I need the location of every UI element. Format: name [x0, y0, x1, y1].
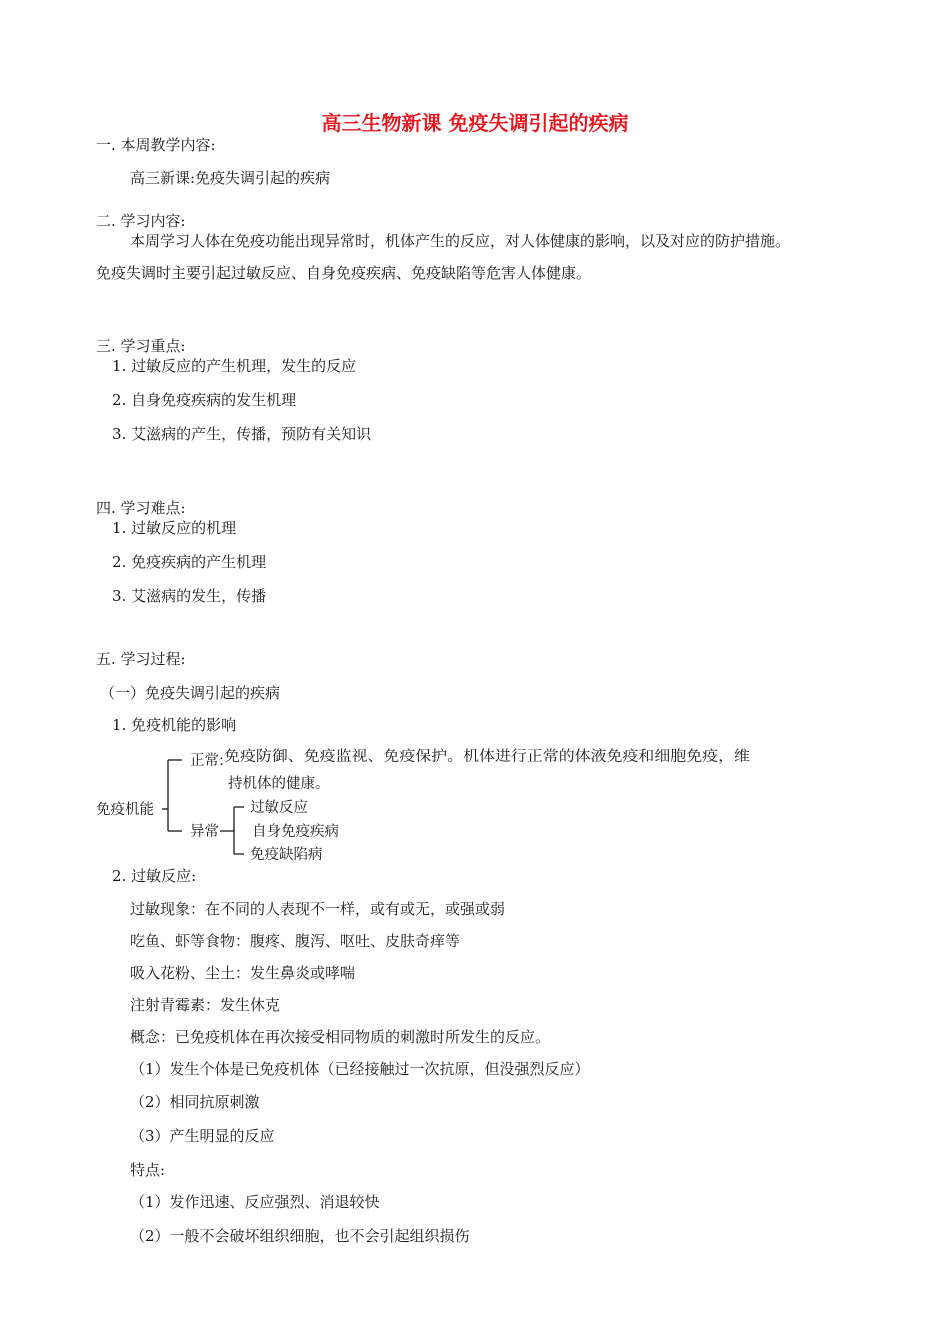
section-5-item-2: 2. 过敏反应:	[112, 867, 197, 885]
diagram-normal-text-2: 持机体的健康。	[228, 776, 330, 792]
section-3-heading: 三. 学习重点:	[96, 337, 186, 355]
section-2-heading: 二. 学习内容:	[96, 212, 186, 230]
diagram-root-label: 免疫机能	[96, 802, 154, 818]
section-5-subheading: （一）免疫失调引起的疾病	[100, 684, 281, 702]
section-4-item: 3. 艾滋病的发生，传播	[112, 587, 267, 605]
allergy-features-heading: 特点:	[130, 1161, 166, 1179]
section-4-item: 1. 过敏反应的机理	[112, 519, 237, 537]
allergy-line: （2）相同抗原刺激	[130, 1093, 260, 1111]
allergy-line: （1）发作迅速、反应强烈、消退较快	[130, 1193, 380, 1211]
diagram-abnormal-item: 自身免疫疾病	[252, 824, 339, 840]
diagram-abnormal-label: 异常	[190, 824, 219, 840]
section-3-item: 2. 自身免疫疾病的发生机理	[112, 391, 297, 409]
section-5-heading: 五. 学习过程:	[96, 650, 186, 668]
section-2-line-2: 免疫失调时主要引起过敏反应、自身免疫疾病、免疫缺陷等危害人体健康。	[96, 264, 592, 282]
allergy-line: （1）发生个体是已免疫机体（已经接触过一次抗原，但没强烈反应）	[130, 1060, 590, 1078]
section-3-item: 3. 艾滋病的产生，传播，预防有关知识	[112, 425, 372, 443]
allergy-concept: 概念：已免疫机体在再次接受相同物质的刺激时所发生的反应。	[130, 1028, 551, 1046]
immune-function-diagram	[92, 742, 772, 868]
document-title: 高三生物新课 免疫失调引起的疾病	[321, 111, 629, 135]
allergy-line: 过敏现象：在不同的人表现不一样，或有或无，或强或弱	[130, 900, 506, 918]
section-4-item: 2. 免疫疾病的产生机理	[112, 553, 267, 571]
section-2-line-1: 本周学习人体在免疫功能出现异常时，机体产生的反应，对人体健康的影响，以及对应的防护措施。	[130, 232, 791, 250]
allergy-line: 吸入花粉、尘土：发生鼻炎或哮喘	[130, 964, 356, 982]
allergy-line: （3）产生明显的反应	[130, 1127, 275, 1145]
section-1-heading: 一. 本周教学内容:	[96, 136, 216, 154]
allergy-line: 注射青霉素：发生休克	[130, 996, 281, 1014]
diagram-abnormal-item: 免疫缺陷病	[250, 847, 323, 863]
allergy-line: 吃鱼、虾等食物：腹疼、腹泻、呕吐、皮肤奇痒等	[130, 932, 461, 950]
diagram-normal-label: 正常:	[190, 753, 224, 769]
allergy-line: （2）一般不会破坏组织细胞，也不会引起组织损伤	[130, 1227, 470, 1245]
section-3-item: 1. 过敏反应的产生机理，发生的反应	[112, 357, 357, 375]
diagram-normal-text-1: 免疫防御、免疫监视、免疫保护。机体进行正常的体液免疫和细胞免疫，维	[224, 749, 703, 765]
section-4-heading: 四. 学习难点:	[96, 499, 186, 517]
section-5-item-1: 1. 免疫机能的影响	[112, 716, 237, 734]
section-1-body: 高三新课:免疫失调引起的疾病	[130, 169, 331, 187]
diagram-abnormal-item: 过敏反应	[250, 800, 308, 816]
